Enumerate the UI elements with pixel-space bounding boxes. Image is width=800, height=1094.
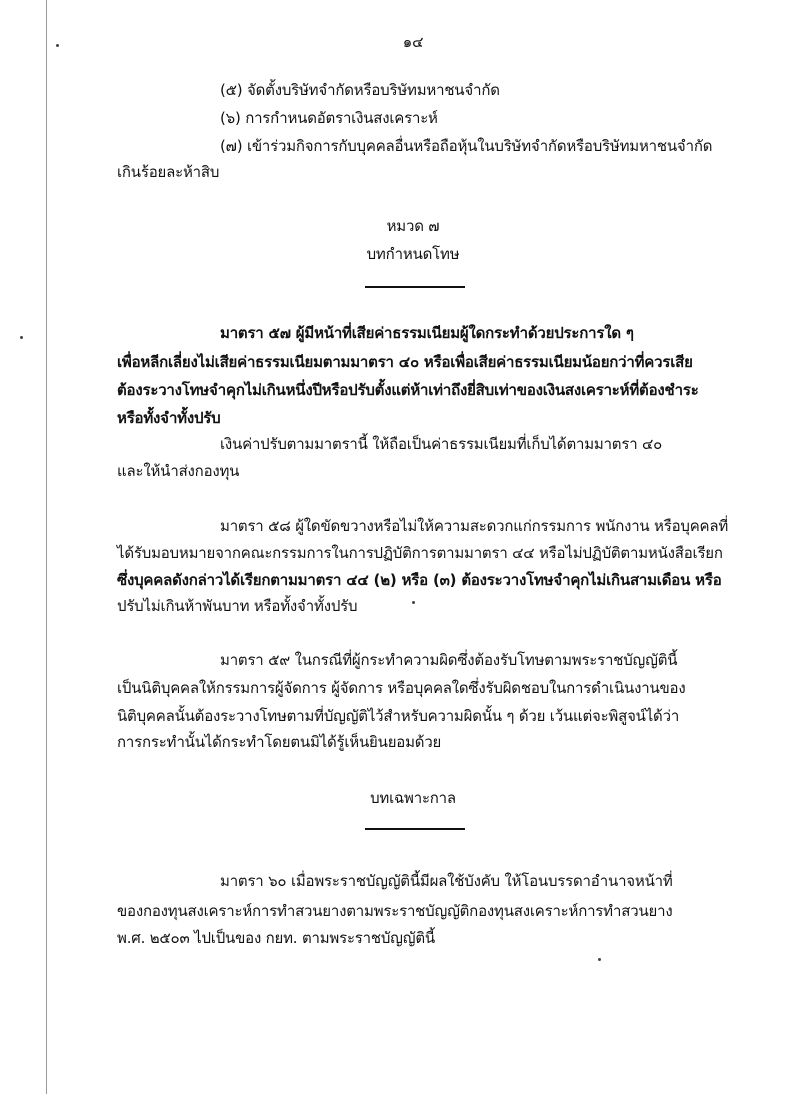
section-57-para2-line: เงินค่าปรับตามมาตรานี้ ให้ถือเป็นค่าธรรมเนียมที่เก็บได้ตามมาตรา ๔๐: [220, 435, 663, 453]
list-item: (๗) เข้าร่วมกิจการกับบุคคลอื่นหรือถือหุ้นในบริษัทจำกัดหรือบริษัทมหาชนจำกัด: [220, 137, 713, 155]
chapter-divider: [365, 286, 465, 288]
section-59-line: เป็นนิติบุคคลให้กรรมการผู้จัดการ ผู้จัดการ หรือบุคคลใดซึ่งรับผิดชอบในการดำเนินงานของ: [117, 679, 686, 697]
section-58-line: ซึ่งบุคคลดังกล่าวได้เรียกตามมาตรา ๔๔ (๒) หรือ (๓) ต้องระวางโทษจำคุกไม่เกินสามเดือน หรือ: [117, 571, 722, 589]
section-57-line: มาตรา ๕๗ ผู้มีหน้าที่เสียค่าธรรมเนียมผู้ใดกระทำด้วยประการใด ๆ: [220, 324, 634, 342]
transitory-divider: [365, 828, 465, 830]
section-58-line: ปรับไม่เกินห้าพันบาท หรือทั้งจำทั้งปรับ: [117, 597, 358, 615]
section-60-line: พ.ศ. ๒๕๐๓ ไปเป็นของ กยท. ตามพระราชบัญญัตินี้: [117, 929, 435, 947]
section-59-line: นิติบุคคลนั้นต้องระวางโทษตามที่บัญญัติไว้สำหรับความผิดนั้น ๆ ด้วย เว้นแต่จะพิสูจน์ได้ว่า: [117, 707, 680, 725]
scan-speck: [598, 958, 601, 961]
chapter-number: หมวด ๗: [386, 217, 440, 235]
section-57-line: หรือทั้งจำทั้งปรับ: [117, 409, 221, 427]
list-item-continuation: เกินร้อยละห้าสิบ: [117, 163, 220, 181]
list-item: (๕) จัดตั้งบริษัทจำกัดหรือบริษัทมหาชนจำกัด: [220, 81, 500, 99]
section-57-line: ต้องระวางโทษจำคุกไม่เกินหนึ่งปีหรือปรับตั้งแต่ห้าเท่าถึงยี่สิบเท่าของเงินสงเคราะห์ที่ต้องชำระ: [117, 381, 699, 399]
section-59-line: มาตรา ๕๙ ในกรณีที่ผู้กระทำความผิดซึ่งต้องรับโทษตามพระราชบัญญัตินี้: [220, 651, 678, 669]
chapter-title: บทกำหนดโทษ: [366, 245, 460, 263]
section-57-line: เพื่อหลีกเลี่ยงไม่เสียค่าธรรมเนียมตามมาตรา ๔๐ หรือเพื่อเสียค่าธรรมเนียมน้อยกว่าที่ควรเสีย: [117, 353, 693, 371]
section-58-line: ได้รับมอบหมายจากคณะกรรมการในการปฏิบัติการตามมาตรา ๔๔ หรือไม่ปฏิบัติตามหนังสือเรียก: [117, 544, 723, 562]
scan-edge-line: [46, 0, 47, 1094]
section-58-line: มาตรา ๕๘ ผู้ใดขัดขวางหรือไม่ให้ความสะดวกแก่กรรมการ พนักงาน หรือบุคคลที่: [220, 517, 729, 535]
section-57-para2-line: และให้นำส่งกองทุน: [117, 462, 240, 480]
list-item: (๖) การกำหนดอัตราเงินสงเคราะห์: [220, 109, 438, 127]
page-number: ๑๔: [402, 33, 424, 51]
scan-speck: [412, 601, 415, 604]
transitory-title: บทเฉพาะกาล: [370, 789, 456, 807]
section-60-line: มาตรา ๖๐ เมื่อพระราชบัญญัตินี้มีผลใช้บังคับ ให้โอนบรรดาอำนาจหน้าที่: [220, 872, 673, 890]
scan-speck: [20, 336, 23, 339]
section-60-line: ของกองทุนสงเคราะห์การทำสวนยางตามพระราชบัญญัติกองทุนสงเคราะห์การทำสวนยาง: [117, 902, 673, 920]
section-59-line: การกระทำนั้นได้กระทำโดยตนมิได้รู้เห็นยินยอมด้วย: [117, 733, 442, 751]
